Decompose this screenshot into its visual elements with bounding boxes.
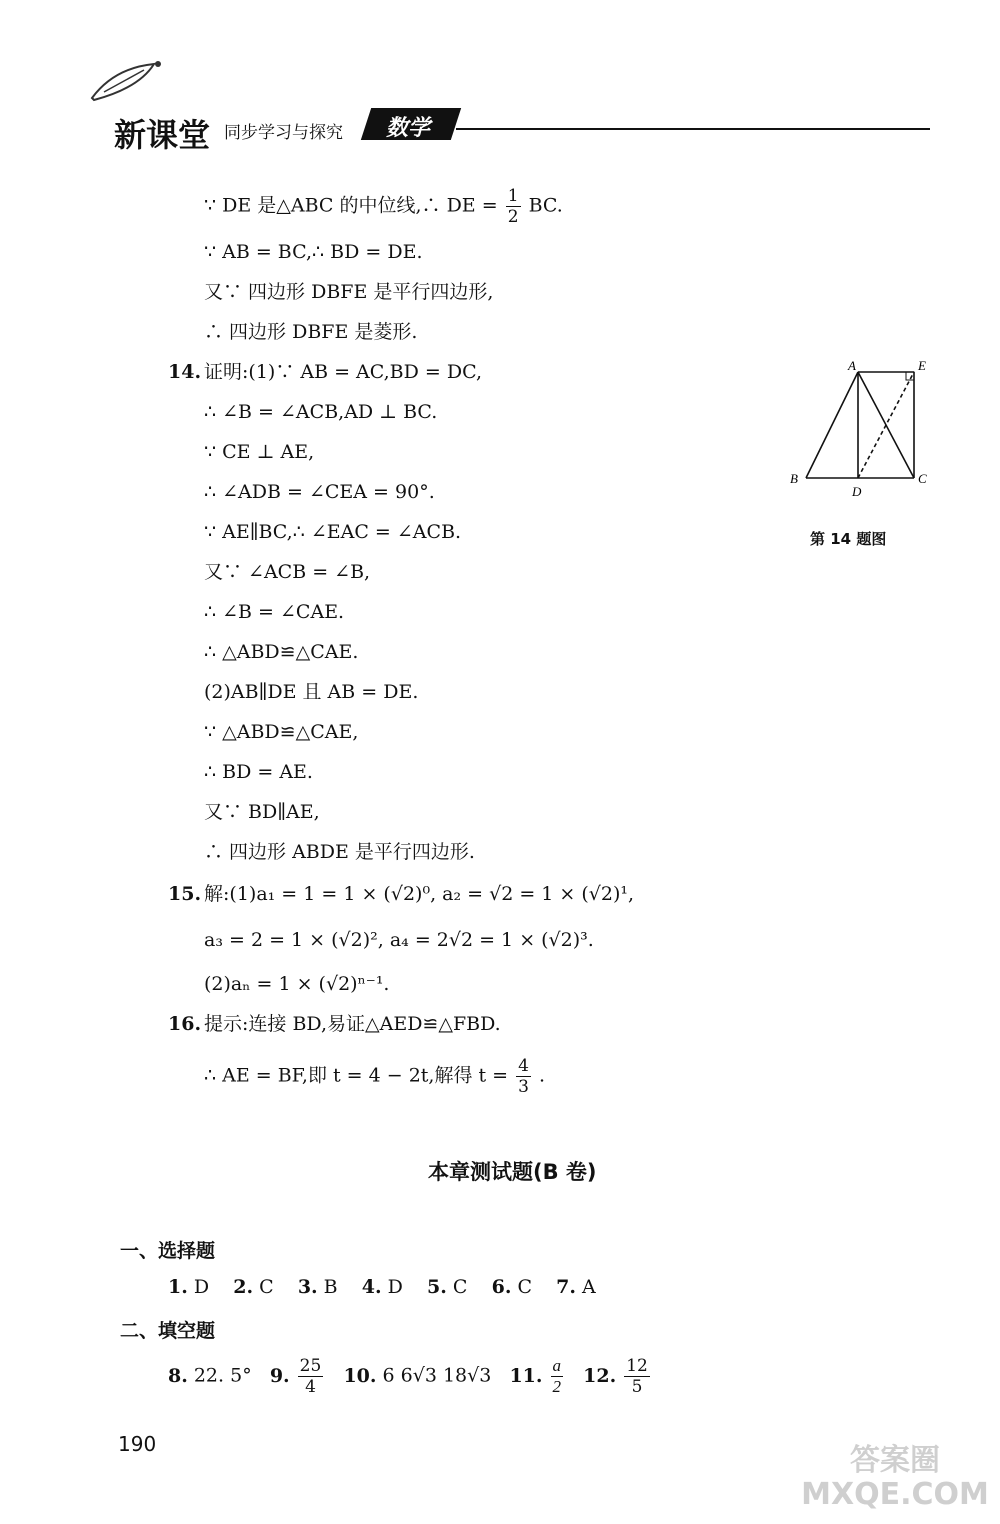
num: 6. xyxy=(491,1276,512,1298)
line: 又∵ BD∥AE, xyxy=(204,801,320,823)
text: BC. xyxy=(528,194,563,217)
header-rule xyxy=(456,128,930,130)
num: 2. xyxy=(233,1276,254,1298)
label-d: D xyxy=(852,484,862,499)
line: 解:(1)a₁ = 1 = 1 × (√2)⁰, a₂ = √2 = 1 × (√2)¹, xyxy=(204,883,635,905)
test-title: 本章测试题(B 卷) xyxy=(428,1160,597,1184)
line: ∴ 四边形 DBFE 是菱形. xyxy=(204,321,418,343)
label-e: E xyxy=(918,358,926,373)
choice-answers xyxy=(168,1276,596,1298)
fraction xyxy=(298,1356,324,1397)
num: 10. xyxy=(343,1364,377,1387)
figure-caption: 第 14 题图 xyxy=(810,530,887,548)
text: ∴ AE = BF,即 t = 4 − 2t,解得 t = xyxy=(204,1064,509,1087)
label-c: C xyxy=(918,471,927,486)
page-number: 190 xyxy=(118,1432,157,1456)
denominator: 5 xyxy=(631,1377,643,1397)
ans: B xyxy=(323,1276,338,1298)
num: 11. xyxy=(509,1364,543,1387)
numerator: 4 xyxy=(518,1056,529,1076)
numerator: 1 xyxy=(507,186,519,206)
ans: C xyxy=(517,1276,532,1298)
line: ∴ BD = AE. xyxy=(204,761,313,783)
line-midline xyxy=(204,186,563,227)
label-a: A xyxy=(848,358,856,373)
line: (2)AB∥DE 且 AB = DE. xyxy=(204,681,419,703)
line: 又∵ ∠ACB = ∠B, xyxy=(204,561,371,583)
line: (2)aₙ = 1 × (√2)ⁿ⁻¹. xyxy=(204,973,390,995)
ans: A xyxy=(582,1276,596,1298)
question-number: 16. xyxy=(168,1013,202,1035)
question-number: 14. xyxy=(168,361,202,383)
denominator: 4 xyxy=(305,1377,316,1397)
line: ∴ ∠B = ∠CAE. xyxy=(204,601,345,623)
line: ∴ ∠ADB = ∠CEA = 90°. xyxy=(204,481,435,503)
line: ∵ △ABD≌△CAE, xyxy=(204,721,359,743)
num: 8. xyxy=(168,1364,188,1387)
fraction xyxy=(506,186,521,227)
line: ∴ 四边形 ABDE 是平行四边形. xyxy=(204,841,475,863)
watermark: 答案圈 MXQE.COM xyxy=(801,1443,989,1512)
num: 1. xyxy=(168,1276,188,1298)
line: ∵ CE ⊥ AE, xyxy=(204,441,315,463)
subject-label: 数学 xyxy=(386,116,431,141)
line: 证明:(1)∵ AB = AC,BD = DC, xyxy=(204,361,482,383)
label-b: B xyxy=(790,471,798,486)
num: 7. xyxy=(556,1276,577,1298)
section-choice: 一、选择题 xyxy=(120,1240,216,1262)
line: ∴ △ABD≌△CAE. xyxy=(204,641,359,663)
section-fill: 二、填空题 xyxy=(120,1320,216,1342)
ans: 22. 5° xyxy=(193,1364,252,1387)
ans: C xyxy=(259,1276,274,1298)
line: a₃ = 2 = 1 × (√2)², a₄ = 2√2 = 1 × (√2)³. xyxy=(204,929,594,951)
ans: 6 6√3 18√3 xyxy=(382,1364,492,1387)
fraction xyxy=(624,1356,650,1397)
ans: D xyxy=(387,1276,403,1298)
line: 又∵ 四边形 DBFE 是平行四边形, xyxy=(204,281,494,303)
line: ∴ ∠B = ∠ACB,AD ⊥ BC. xyxy=(204,401,438,423)
num: 9. xyxy=(269,1364,290,1387)
question-number: 15. xyxy=(168,883,202,905)
leaf-logo-icon xyxy=(84,58,164,108)
denominator: 3 xyxy=(518,1077,529,1097)
line: ∵ AB = BC,∴ BD = DE. xyxy=(204,241,423,263)
num: 4. xyxy=(361,1276,382,1298)
ans: C xyxy=(452,1276,468,1298)
numerator: a xyxy=(552,1356,562,1375)
num: 3. xyxy=(297,1276,318,1298)
ans: D xyxy=(193,1276,210,1298)
line-solution xyxy=(204,1056,545,1097)
text: . xyxy=(539,1064,546,1087)
denominator: 2 xyxy=(552,1377,562,1396)
num: 12. xyxy=(583,1364,617,1387)
line: 提示:连接 BD,易证△AED≌△FBD. xyxy=(204,1013,501,1035)
numerator: 12 xyxy=(626,1356,648,1376)
fill-answers xyxy=(168,1356,652,1397)
brand-title: 新课堂 xyxy=(114,116,211,154)
text: ∵ DE 是△ABC 的中位线,∴ DE = xyxy=(204,194,498,217)
fraction xyxy=(551,1356,564,1397)
numerator: 25 xyxy=(299,1356,322,1376)
num: 5. xyxy=(427,1276,447,1298)
denominator: 2 xyxy=(507,207,519,227)
figure-14 xyxy=(786,356,936,500)
header-subtitle: 同步学习与探究 xyxy=(224,123,343,143)
fraction xyxy=(516,1056,531,1097)
line: ∵ AE∥BC,∴ ∠EAC = ∠ACB. xyxy=(204,521,462,543)
